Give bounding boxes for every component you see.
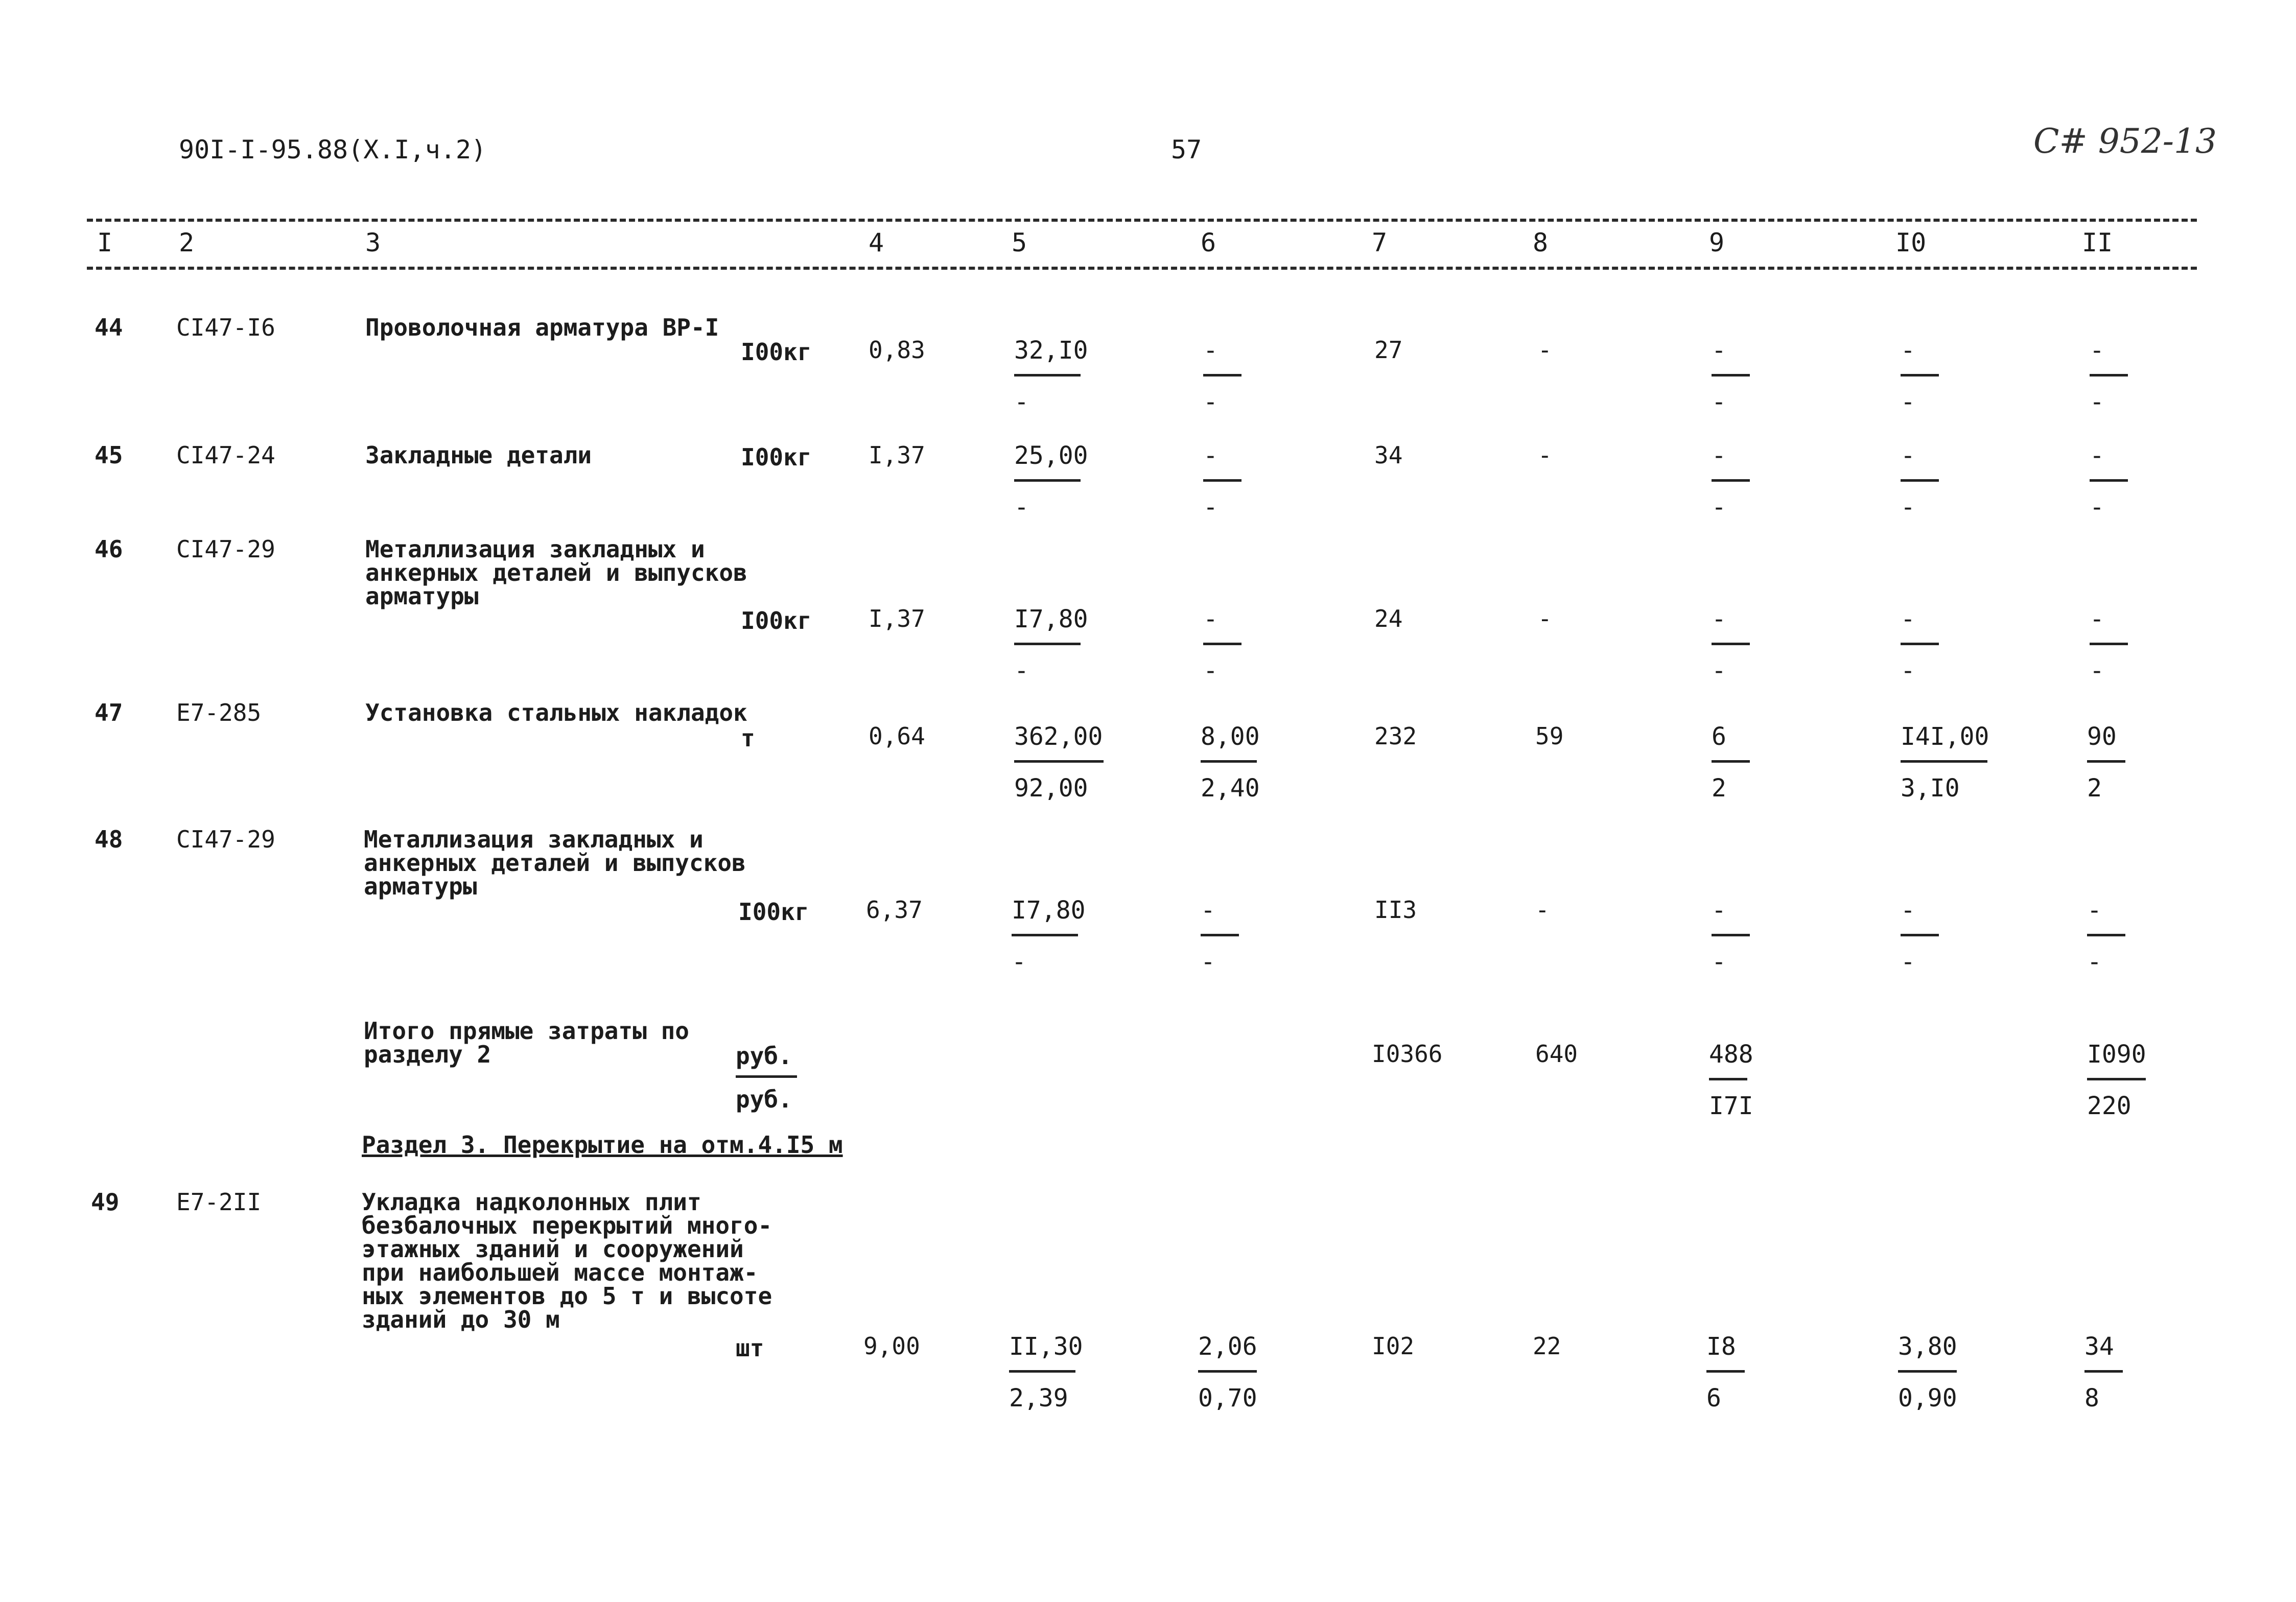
col11-fraction	[2090, 607, 2128, 684]
fraction-numerator: 488	[1709, 1040, 1753, 1069]
row-number: 45	[95, 441, 123, 469]
col5-fraction	[1009, 1334, 1083, 1411]
fraction-bar	[2084, 1370, 2123, 1373]
col8-value: -	[1538, 336, 1552, 364]
row-quantity: 0,83	[869, 336, 925, 364]
fraction-numerator: -	[1901, 441, 1915, 470]
fraction-denominator: -	[1712, 493, 1726, 522]
col7-value: 34	[1374, 441, 1403, 469]
fraction-denominator: 2,39	[1009, 1384, 1068, 1412]
row-quantity: I,37	[869, 441, 925, 469]
fraction-numerator: II,30	[1009, 1332, 1083, 1361]
col-header-2: 2	[179, 228, 195, 257]
row-number: 46	[95, 535, 123, 563]
col-header-11: II	[2082, 228, 2113, 257]
fraction-denominator: -	[1203, 493, 1218, 522]
fraction-bar	[2087, 760, 2125, 763]
fraction-denominator: -	[2090, 656, 2104, 685]
fraction-bar	[1901, 934, 1939, 936]
col7-value: 27	[1374, 336, 1403, 364]
row-number: 44	[95, 314, 123, 341]
total-label: Итого прямые затраты по разделу 2	[364, 1017, 689, 1068]
row-unit: I00кг	[741, 443, 812, 471]
col10-fraction	[1901, 607, 1939, 684]
fraction-numerator: 25,00	[1014, 441, 1088, 470]
fraction-numerator: -	[2087, 896, 2102, 925]
row-description: Металлизация закладных и анкерных деталей и выпусков арматуры	[364, 826, 746, 900]
fraction-bar	[1198, 1370, 1257, 1373]
col10-fraction	[1901, 898, 1939, 975]
total-col11-fraction	[2087, 1042, 2146, 1119]
col-header-7: 7	[1372, 228, 1388, 257]
row-unit: шт	[736, 1334, 764, 1362]
fraction-bar	[2090, 643, 2128, 645]
col6-fraction	[1203, 443, 1241, 521]
col8-value: 59	[1535, 722, 1564, 750]
row-unit: т	[741, 724, 755, 752]
row-description: Проволочная арматура ВР-I	[365, 314, 719, 341]
col6-fraction	[1201, 898, 1239, 975]
row-description: Закладные детали	[365, 441, 592, 469]
col11-fraction	[2087, 724, 2125, 802]
row-quantity: I,37	[869, 605, 925, 632]
row-quantity: 0,64	[869, 722, 925, 750]
fraction-bar	[1009, 1370, 1075, 1373]
fraction-denominator: 6	[1706, 1384, 1721, 1412]
fraction-numerator: I7,80	[1012, 896, 1086, 925]
doc-code: 90I-I-95.88(X.I,ч.2)	[179, 135, 487, 164]
total-col8: 640	[1535, 1040, 1578, 1068]
fraction-numerator: I090	[2087, 1040, 2146, 1069]
row-code: CI47-29	[176, 535, 275, 563]
fraction-bar	[2090, 374, 2128, 376]
col-header-10: I0	[1895, 228, 1927, 257]
fraction-denominator: 2	[2087, 774, 2102, 803]
col5-fraction	[1014, 724, 1104, 802]
fraction-numerator: 32,I0	[1014, 336, 1088, 365]
fraction-numerator: -	[1201, 896, 1215, 925]
fraction-numerator: -	[1712, 605, 1726, 633]
fraction-denominator: -	[1901, 656, 1915, 685]
fraction-bar	[1901, 479, 1939, 482]
row-quantity: 6,37	[866, 896, 923, 924]
col9-fraction	[1712, 898, 1750, 975]
fraction-bar	[1898, 1370, 1957, 1373]
fraction-numerator: -	[2090, 441, 2104, 470]
row-number: 49	[91, 1188, 120, 1216]
total-unit-rule	[736, 1075, 797, 1078]
row-code: CI47-29	[176, 826, 275, 853]
fraction-bar	[2087, 1078, 2146, 1080]
fraction-numerator: 6	[1712, 722, 1726, 751]
col9-fraction	[1712, 607, 1750, 684]
fraction-bar	[1014, 643, 1081, 645]
col10-fraction	[1901, 443, 1939, 521]
col7-value: II3	[1374, 896, 1417, 924]
col5-fraction	[1012, 898, 1086, 975]
row-description: Укладка надколонных плит безбалочных перекрытий много- этажных зданий и сооружений при наибольшей массе монтаж- ных элементов до 5 т и высоте зданий до 30 м	[362, 1188, 772, 1333]
row-code: CI47-I6	[176, 314, 275, 341]
fraction-bar	[1712, 643, 1750, 645]
fraction-numerator: -	[1712, 896, 1726, 925]
total-col9-fraction	[1709, 1042, 1753, 1119]
fraction-denominator: -	[1712, 656, 1726, 685]
col8-value: -	[1535, 896, 1550, 924]
fraction-denominator: -	[2090, 493, 2104, 522]
col-header-1: I	[97, 228, 113, 257]
fraction-denominator: -	[1901, 388, 1915, 416]
fraction-numerator: 90	[2087, 722, 2117, 751]
fraction-bar	[1712, 934, 1750, 936]
fraction-numerator: -	[1203, 336, 1218, 365]
fraction-bar	[1203, 643, 1241, 645]
col7-value: I02	[1372, 1332, 1415, 1360]
row-code: CI47-24	[176, 441, 275, 469]
fraction-numerator: -	[1901, 336, 1915, 365]
col9-fraction	[1706, 1334, 1745, 1411]
total-col7: I0366	[1372, 1040, 1443, 1068]
total-unit-bottom: руб.	[736, 1086, 792, 1113]
fraction-denominator: 2,40	[1201, 774, 1260, 803]
fraction-denominator: -	[1712, 948, 1726, 976]
fraction-numerator: 34	[2084, 1332, 2114, 1361]
row-description: Металлизация закладных и анкерных деталей и выпусков арматуры	[365, 535, 747, 610]
col9-fraction	[1712, 338, 1750, 415]
fraction-numerator: 2,06	[1198, 1332, 1257, 1361]
col9-fraction	[1712, 724, 1750, 802]
col6-fraction	[1198, 1334, 1257, 1411]
row-description: Установка стальных накладок	[365, 699, 747, 726]
fraction-denominator: -	[1014, 388, 1029, 416]
page-number: 57	[1171, 135, 1202, 164]
col10-fraction	[1901, 724, 1989, 802]
col8-value: 22	[1533, 1332, 1561, 1360]
fraction-bar	[1901, 643, 1939, 645]
fraction-denominator: -	[1201, 948, 1215, 976]
fraction-numerator: 362,00	[1014, 722, 1103, 751]
fraction-denominator: -	[1203, 656, 1218, 685]
fraction-numerator: -	[1203, 441, 1218, 470]
fraction-denominator: -	[1712, 388, 1726, 416]
col-header-3: 3	[365, 228, 381, 257]
fraction-denominator: -	[1012, 948, 1026, 976]
col6-fraction	[1201, 724, 1260, 802]
fraction-bar	[1203, 374, 1241, 376]
fraction-numerator: -	[1712, 441, 1726, 470]
col-header-4: 4	[869, 228, 884, 257]
fraction-bar	[1706, 1370, 1745, 1373]
col10-fraction	[1898, 1334, 1957, 1411]
col5-fraction	[1014, 443, 1088, 521]
fraction-numerator: -	[1203, 605, 1218, 633]
fraction-numerator: -	[1712, 336, 1726, 365]
row-code: Е7-2II	[176, 1188, 262, 1216]
header-rule-top	[87, 219, 2197, 222]
row-quantity: 9,00	[863, 1332, 920, 1360]
fraction-numerator: 3,80	[1898, 1332, 1957, 1361]
col-header-6: 6	[1201, 228, 1216, 257]
header-rule-bottom	[87, 267, 2197, 270]
col6-fraction	[1203, 607, 1241, 684]
fraction-bar	[1712, 760, 1750, 763]
col11-fraction	[2084, 1334, 2123, 1411]
fraction-denominator: 3,I0	[1901, 774, 1960, 803]
fraction-denominator: -	[2090, 388, 2104, 416]
fraction-numerator: 8,00	[1201, 722, 1260, 751]
fraction-bar	[1709, 1078, 1747, 1080]
fraction-bar	[1201, 934, 1239, 936]
section-heading: Раздел 3. Перекрытие на отм.4.I5 м	[362, 1131, 843, 1159]
fraction-denominator: 8	[2084, 1384, 2099, 1412]
fraction-bar	[1712, 479, 1750, 482]
fraction-denominator: 0,90	[1898, 1384, 1957, 1412]
col8-value: -	[1538, 441, 1552, 469]
fraction-numerator: -	[1901, 605, 1915, 633]
fraction-bar	[1203, 479, 1241, 482]
col11-fraction	[2087, 898, 2125, 975]
row-code: Е7-285	[176, 699, 262, 726]
fraction-bar	[1014, 760, 1104, 763]
fraction-bar	[2090, 479, 2128, 482]
fraction-bar	[1014, 479, 1081, 482]
col11-fraction	[2090, 443, 2128, 521]
fraction-denominator: I7I	[1709, 1092, 1753, 1120]
fraction-bar	[1201, 760, 1257, 763]
col9-fraction	[1712, 443, 1750, 521]
fraction-bar	[1712, 374, 1750, 376]
row-unit: I00кг	[738, 898, 809, 926]
fraction-denominator: 2	[1712, 774, 1726, 803]
fraction-denominator: -	[1014, 656, 1029, 685]
col6-fraction	[1203, 338, 1241, 415]
col5-fraction	[1014, 338, 1088, 415]
row-number: 48	[95, 826, 123, 853]
col-header-9: 9	[1709, 228, 1725, 257]
fraction-denominator: -	[2087, 948, 2102, 976]
col7-value: 24	[1374, 605, 1403, 632]
fraction-denominator: -	[1014, 493, 1029, 522]
fraction-bar	[1012, 934, 1078, 936]
fraction-denominator: -	[1901, 493, 1915, 522]
fraction-denominator: 0,70	[1198, 1384, 1257, 1412]
col11-fraction	[2090, 338, 2128, 415]
fraction-numerator: I4I,00	[1901, 722, 1989, 751]
fraction-numerator: I7,80	[1014, 605, 1088, 633]
fraction-denominator: 92,00	[1014, 774, 1088, 803]
fraction-bar	[1014, 374, 1081, 376]
row-number: 47	[95, 699, 123, 726]
fraction-numerator: -	[2090, 336, 2104, 365]
fraction-numerator: -	[2090, 605, 2104, 633]
col8-value: -	[1538, 605, 1552, 632]
col-header-8: 8	[1533, 228, 1549, 257]
col5-fraction	[1014, 607, 1088, 684]
fraction-denominator: -	[1203, 388, 1218, 416]
fraction-bar	[1901, 760, 1987, 763]
col-header-5: 5	[1012, 228, 1027, 257]
fraction-numerator: I8	[1706, 1332, 1736, 1361]
fraction-denominator: -	[1901, 948, 1915, 976]
total-unit-top: руб.	[736, 1042, 792, 1070]
row-unit: I00кг	[741, 338, 812, 366]
col7-value: 232	[1374, 722, 1417, 750]
fraction-bar	[2087, 934, 2125, 936]
fraction-bar	[1901, 374, 1939, 376]
fraction-denominator: 220	[2087, 1092, 2131, 1120]
fraction-numerator: -	[1901, 896, 1915, 925]
row-unit: I00кг	[741, 607, 812, 634]
col10-fraction	[1901, 338, 1939, 415]
signature-handwritten: С# 952-13	[2033, 122, 2217, 161]
